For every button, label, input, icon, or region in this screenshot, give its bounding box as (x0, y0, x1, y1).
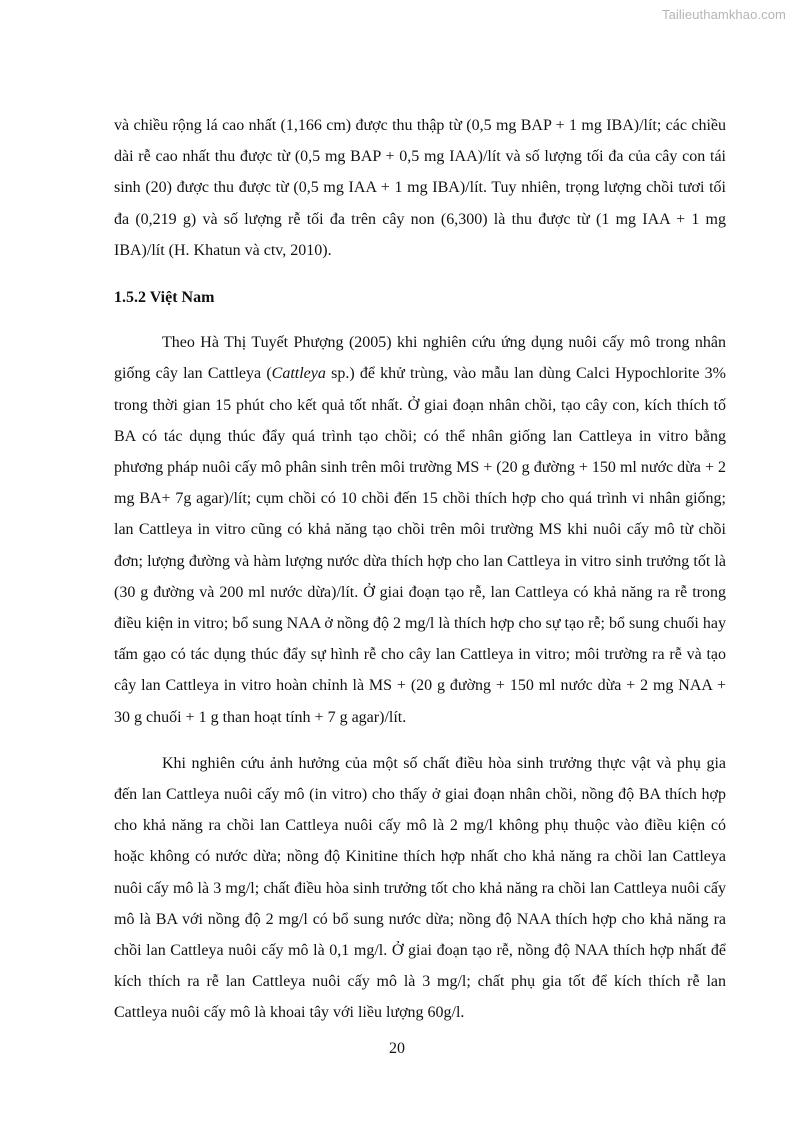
watermark: Tailieuthamkhao.com (661, 7, 786, 22)
species-name-italic: Cattleya (271, 365, 326, 383)
page-content (114, 110, 726, 1029)
body-paragraph-1 (114, 327, 726, 733)
paragraph-1-text-b: sp.) để khử trùng, vào mẫu lan dùng Calci Hypochlorite 3% trong thời gian 15 phút cho kết quả tốt nhất. Ở giai đoạn nhân chồi, tạo cây con, kích thích tố BA có tác dụng thúc đẩy quá trình tạo chồi; có thể nhân giống lan Cattleya in vitro bằng phương pháp nuôi cấy mô phân sinh trên môi trường MS + (20 g đường + 150 ml nước dừa + 2 mg BA+ 7g agar)/lít; cụm chồi có 10 chồi đến 15 chồi thích hợp cho quá trình vi nhân giống; lan Cattleya in vitro cũng có khả năng tạo chồi trên môi trường MS khi nuôi cấy mô từ chồi đơn; lượng đường và hàm lượng nước dừa thích hợp cho lan Cattleya in vitro sinh trưởng tốt là (30 g đường và 200 ml nước dừa)/lít. Ở giai đoạn tạo rễ, lan Cattleya có khả năng ra rễ trong điều kiện in vitro; bổ sung NAA ở nồng độ 2 mg/l là thích hợp cho sự tạo rễ; bổ sung chuối hay tấm gạo có tác dụng thúc đẩy sự hình rễ cho cây lan Cattleya in vitro; môi trường ra rễ và tạo cây lan Cattleya in vitro hoàn chỉnh là MS + (20 g đường + 150 ml nước dừa + 2 mg NAA + 30 g chuối + 1 g than hoạt tính + 7 g agar)/lít. (114, 365, 726, 726)
paragraph-1-text-a: Theo Hà Thị Tuyết Phượng (2005) khi nghiên cứu ứng dụng nuôi cấy mô trong nhân giống cây lan Cattleya ( (114, 334, 726, 383)
intro-paragraph: và chiều rộng lá cao nhất (1,166 cm) được thu thập từ (0,5 mg BAP + 1 mg IBA)/lít; các chiều dài rễ cao nhất thu được từ (0,5 mg BAP + 0,5 mg IAA)/lít và số lượng tối đa của cây con tái sinh (20) được thu được từ (0,5 mg IAA + 1 mg IBA)/lít. Tuy nhiên, trọng lượng chồi tươi tối đa (0,219 g) và số lượng rễ tối đa trên cây non (6,300) là thu được từ (1 mg IAA + 1 mg IBA)/lít (H. Khatun và ctv, 2010). (114, 117, 726, 259)
body-paragraph-2: Khi nghiên cứu ảnh hưởng của một số chất điều hòa sinh trưởng thực vật và phụ gia đến lan Cattleya nuôi cấy mô (in vitro) cho thấy ở giai đoạn nhân chồi, nồng độ BA thích hợp cho khả năng ra chồi lan Cattleya nuôi cấy mô là 2 mg/l không phụ thuộc vào điều kiện có hoặc không có nước dừa; nồng độ Kinitine thích hợp nhất cho khả năng ra chồi lan Cattleya nuôi cấy mô là 3 mg/l; chất điều hòa sinh trưởng tốt cho khả năng ra chồi lan Cattleya nuôi cấy mô là BA với nồng độ 2 mg/l có bổ sung nước dừa; nồng độ NAA thích hợp cho khả năng ra chồi lan Cattleya nuôi cấy mô là 0,1 mg/l. Ở giai đoạn tạo rễ, nồng độ NAA thích hợp nhất để kích thích ra rễ lan Cattleya nuôi cấy mô là 3 mg/l; chất phụ gia tốt để kích thích rễ lan Cattleya nuôi cấy mô là khoai tây với liều lượng 60g/l. (114, 754, 726, 1022)
section-heading: 1.5.2 Việt Nam (114, 289, 215, 307)
page-number: 20 (389, 1040, 405, 1057)
